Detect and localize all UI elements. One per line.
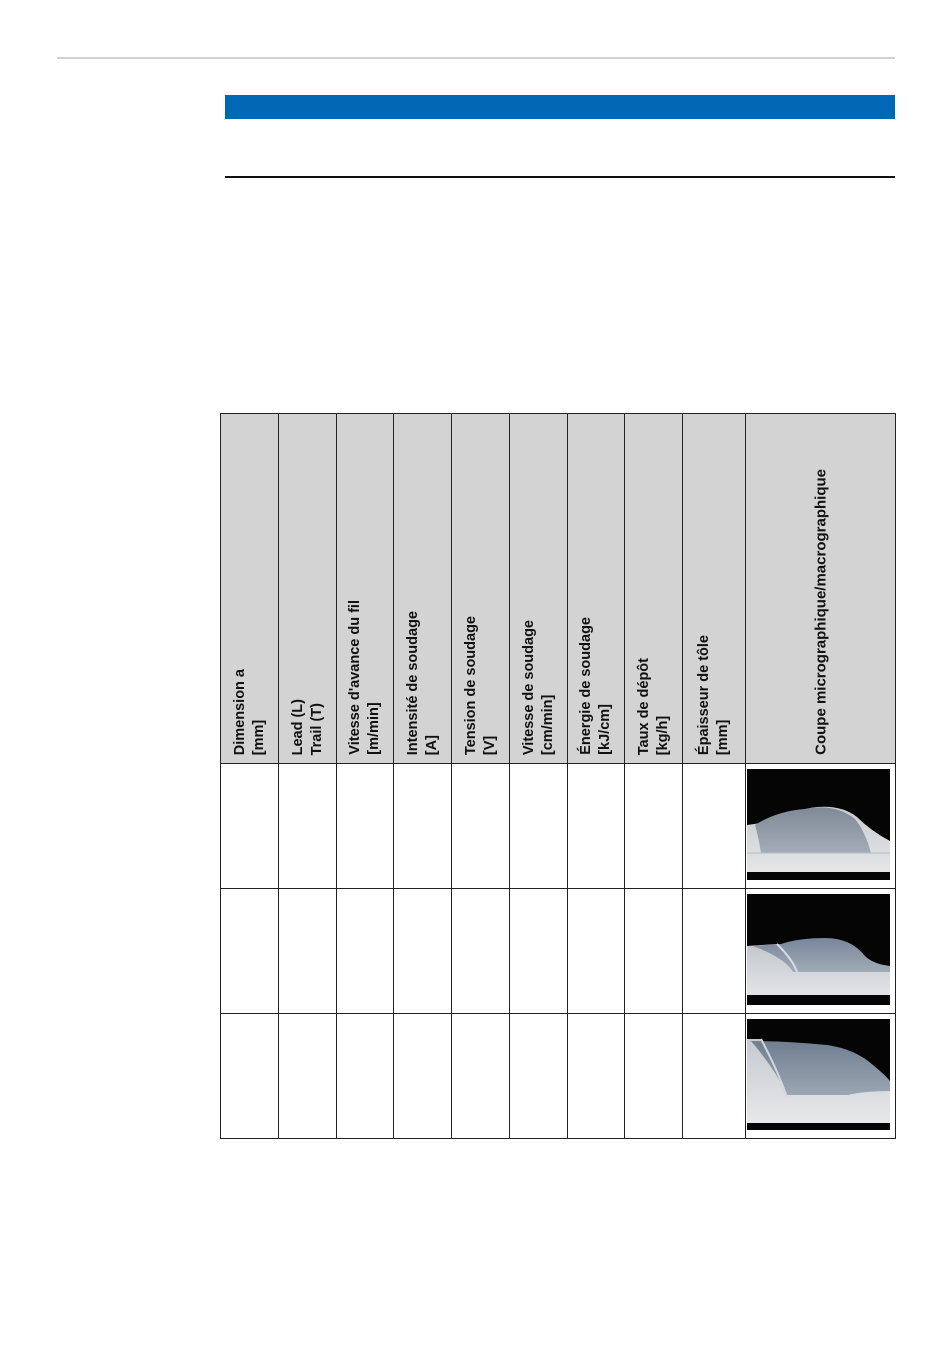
cell-lead-trail [279, 1014, 337, 1139]
weld-macro-section-image-3 [747, 1019, 890, 1130]
cell-macro-section [746, 889, 896, 1014]
column-header-welding-speed: Vitesse de soudage [cm/min] [510, 414, 568, 764]
table-row [221, 1014, 896, 1139]
cell-sheet-thickness [683, 889, 746, 1014]
table-row [221, 764, 896, 889]
welding-parameters-table [220, 413, 896, 1139]
cell-wire-speed [337, 1014, 394, 1139]
weld-macro-section-image-1 [747, 769, 890, 880]
table-row [221, 889, 896, 1014]
cell-sheet-thickness [683, 764, 746, 889]
cell-welding-speed [510, 889, 568, 1014]
cell-voltage [452, 1014, 510, 1139]
cell-sheet-thickness [683, 1014, 746, 1139]
section-header-bar [225, 95, 895, 119]
column-header-current: Intensité de soudage [A] [394, 414, 452, 764]
cell-voltage [452, 889, 510, 1014]
cell-lead-trail [279, 889, 337, 1014]
cell-deposition-rate [625, 764, 683, 889]
cell-current [394, 1014, 452, 1139]
cell-voltage [452, 764, 510, 889]
cell-wire-speed [337, 889, 394, 1014]
cell-welding-speed [510, 1014, 568, 1139]
cell-energy [568, 889, 625, 1014]
weld-macro-section-image-2 [747, 894, 890, 1005]
cell-current [394, 764, 452, 889]
page-top-rule [57, 57, 895, 59]
cell-lead-trail [279, 764, 337, 889]
cell-macro-section [746, 764, 896, 889]
cell-deposition-rate [625, 889, 683, 1014]
cell-dimension [221, 764, 279, 889]
table-header-row [221, 414, 896, 764]
cell-dimension [221, 889, 279, 1014]
cell-current [394, 889, 452, 1014]
column-header-sheet-thickness: Épaisseur de tôle [mm] [683, 414, 746, 764]
column-header-lead-trail: Lead (L) Trail (T) [279, 414, 337, 764]
cell-wire-speed [337, 764, 394, 889]
cell-macro-section [746, 1014, 896, 1139]
cell-deposition-rate [625, 1014, 683, 1139]
column-header-dimension: Dimension a [mm] [221, 414, 279, 764]
cell-dimension [221, 1014, 279, 1139]
cell-energy [568, 1014, 625, 1139]
cell-welding-speed [510, 764, 568, 889]
column-header-deposition-rate: Taux de dépôt [kg/h] [625, 414, 683, 764]
column-header-wire-speed: Vitesse d'avance du fil [m/min] [337, 414, 394, 764]
cell-energy [568, 764, 625, 889]
column-header-macro-section: Coupe micrographique/macrographique [746, 414, 896, 764]
column-header-energy: Énergie de soudage [kJ/cm] [568, 414, 625, 764]
column-header-voltage: Tension de soudage [V] [452, 414, 510, 764]
section-divider [225, 176, 895, 178]
